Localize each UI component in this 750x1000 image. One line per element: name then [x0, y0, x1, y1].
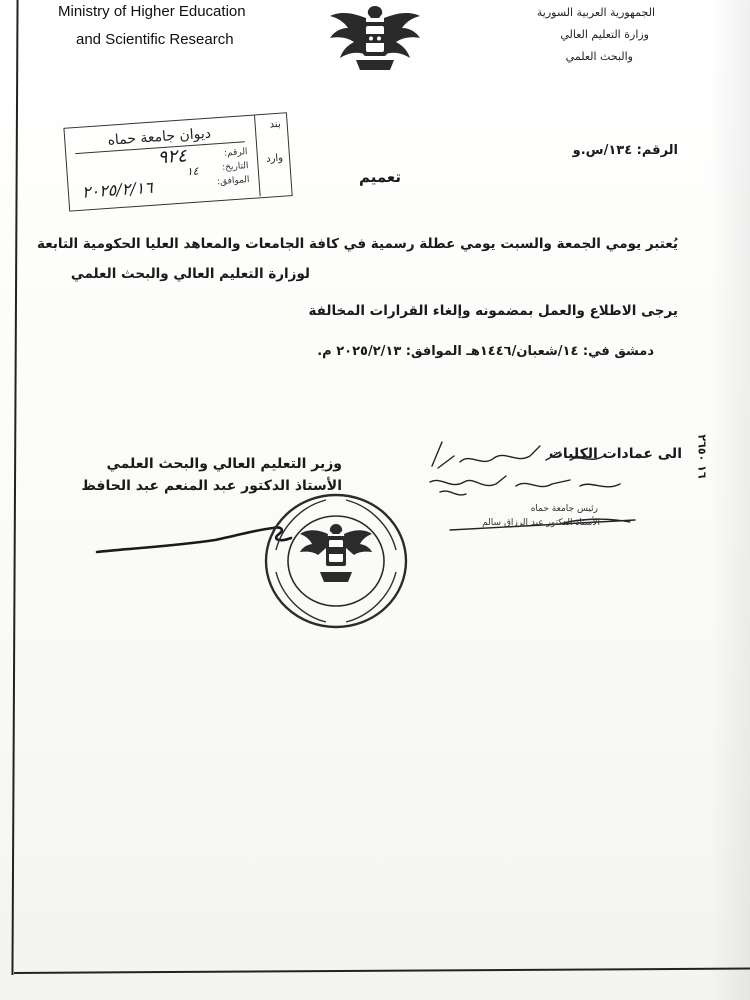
minister-signature-block: [78, 456, 342, 494]
stamp-matching-value: ٢٠٢٥/٢/١٦: [81, 177, 154, 202]
page-shadow: [710, 0, 750, 1000]
page-border-left: [11, 0, 18, 975]
ministry-ar-line-1: الجمهورية العربية السورية: [536, 6, 655, 19]
stamp-date-label: التاريخ:: [221, 161, 249, 173]
side-code-text: ١٦ ٢٦٥٠: [695, 434, 709, 479]
issue-date-line: دمشق في: ١٤/شعبان/١٤٤٦هـ الموافق: ٢٠٢٥/٢/١٣ م.: [317, 344, 654, 359]
stamp-side-label-1: بند: [269, 118, 282, 131]
stamp-number-value: ٩٢٤: [156, 145, 188, 169]
page-border-bottom: [14, 968, 750, 974]
body-paragraph-1-line-1: يُعتبر يومي الجمعة والسبت يومي عطلة رسمية في كافة الجامعات والمعاهد العليا الحكومية التابعة: [37, 236, 678, 252]
minister-name: الأستاذ الدكتور عبد المنعم عبد الحافظ: [81, 478, 342, 494]
ministry-name-english: [58, 2, 246, 50]
stamp-date-value: ١٤: [186, 164, 200, 179]
distribution-sub-name: الأستاذ الدكتور عبد الرزاق سالم: [482, 518, 600, 528]
distribution-line-1: الى عمادات الكليات: [548, 446, 682, 462]
distribution-block: [420, 438, 682, 538]
incoming-stamp-side: [254, 112, 291, 196]
minister-title: وزير التعليم العالي والبحث العلمي: [106, 456, 342, 472]
distribution-sub-title: رئيس جامعة حماه: [530, 504, 598, 514]
body-paragraph-2: يرجى الاطلاع والعمل بمضمونه وإلغاء القرارات المخالفة: [308, 303, 678, 319]
circular-title: تعميم: [358, 168, 402, 186]
stamp-matching-label: الموافق:: [216, 175, 250, 188]
ministry-en-line-2: and Scientific Research: [76, 31, 234, 48]
stamp-side-label-2: وارد: [265, 152, 284, 165]
incoming-stamp: [63, 112, 290, 209]
body-paragraph-1-line-2: لوزارة التعليم العالي والبحث العلمي: [70, 266, 310, 282]
ministry-ar-line-3: والبحث العلمي: [565, 50, 633, 63]
ministry-name-arabic: [537, 2, 655, 68]
ministry-en-line-1: Ministry of Higher Education: [58, 3, 246, 20]
ministry-ar-line-2: وزارة التعليم العالي: [560, 28, 649, 41]
side-reference-code: [695, 420, 730, 500]
stamp-number-label: الرقم:: [223, 147, 248, 159]
eagle-emblem-icon: [326, 0, 424, 78]
stamp-title: ديوان جامعة حماه: [74, 123, 245, 154]
reference-number: الرقم: ١٣٤/س.و: [572, 143, 678, 158]
ministry-seal-icon: [262, 490, 410, 632]
